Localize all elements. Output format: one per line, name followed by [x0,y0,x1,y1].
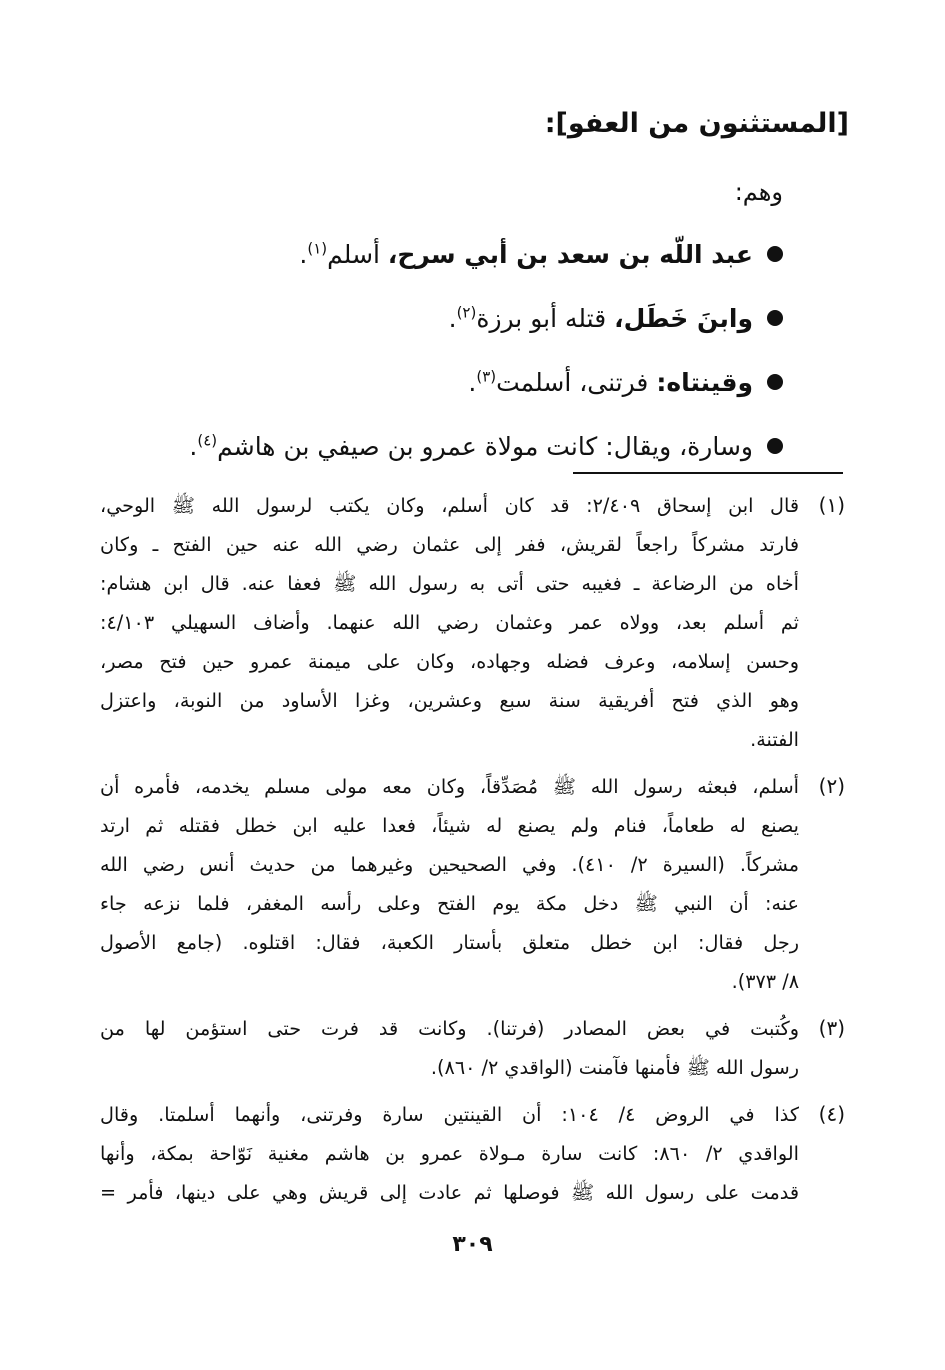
bullet-dot-icon [767,246,783,262]
footnote-line: الفتنة. [750,728,799,751]
footnote-text [100,767,799,1001]
footnote-line: كذا في الروض ٤/ ١٠٤: أن القينتين سارة وفرتنى، وأنهما أسلمتا. وقال [100,1103,799,1126]
list-item [189,286,783,350]
footnote-3 [100,1009,845,1087]
footnote-line: مشركاً. (السيرة ٢/ ٤١٠). وفي الصحيحين وغيرهما من حديث أنس رضي الله [100,853,799,876]
list-item-text [299,240,753,269]
footnote-text [100,1009,799,1087]
item-detail: وسارة، ويقال: كانت مولاة عمرو بن صيفي بن هاشم [217,431,753,461]
footnote-line: وهو الذي فتح أفريقية سنة سبع وعشرين، وغزا الأساود من النوبة، واعتزل [100,689,799,712]
footnote-text [100,486,799,759]
person-name: وقينتاه: [656,367,753,397]
item-detail: فرتنى، أسلمت [496,367,657,397]
intro-text: وهم: [734,178,783,206]
footnote-line: أسلم، فبعثه رسول الله ﷺ مُصَدِّقاً، وكان معه مولى مسلم يخدمه، فأمره أن [100,775,799,798]
list-item [189,222,783,286]
list-item [189,414,783,478]
footnote-number: (٢) [818,774,845,798]
footnote-separator [573,472,843,474]
bullet-dot-icon [767,310,783,326]
footnote-1 [100,486,845,759]
list-item-text [189,432,753,461]
bullet-dot-icon [767,374,783,390]
footnote-4 [100,1095,845,1212]
item-end: . [448,303,457,333]
footnote-line: رسول الله ﷺ فأمنها فآمنت (الواقدي ٢/ ٨٦٠). [430,1056,799,1079]
section-heading: [المستثنون من العفو]: [544,108,849,139]
footnote-line: قال ابن إسحاق ٢/٤٠٩: قد كان أسلم، وكان يكتب لرسول الله ﷺ الوحي، [100,494,799,517]
footnote-line: فارتد مشركاً راجعاً لقريش، ففر إلى عثمان رضي الله عنه حين الفتح ـ وكان [100,533,799,556]
footnote-line: وكُتبت في بعض المصادر (فرتنا). وكانت قد فرت حتى استؤمن لها من [100,1017,799,1040]
item-end: . [468,367,477,397]
exception-list [189,222,783,478]
item-detail: أسلم [327,239,388,269]
footnote-line: رجل فقال: ابن خطل متعلق بأستار الكعبة، فقال: اقتلوه. (جامع الأصول [100,931,799,954]
footnote-number: (٤) [818,1102,845,1126]
footnote-reference[interactable]: (٢) [456,303,477,322]
footnote-2 [100,767,845,1001]
bullet-dot-icon [767,438,783,454]
person-name: وابنَ خَطَل، [614,303,753,333]
footnote-text [100,1095,799,1212]
footnote-line: قدمت على رسول الله ﷺ فوصلها ثم عادت إلى قريش وهي على دينها، فأمر = [100,1181,799,1204]
footnote-reference[interactable]: (٤) [197,431,218,450]
footnote-line: وحسن إسلامه، وعرف فضله وجهاده، وكان على ميمنة عمرو حين فتح مصر، [100,650,799,673]
footnote-line: ثم أسلم بعد، وولاه عمر وعثمان رضي الله عنهما. وأضاف السهيلي ٤/١٠٣: [100,611,799,634]
footnote-reference[interactable]: (٣) [476,367,497,386]
footnote-number: (١) [818,493,845,517]
item-detail: قتله أبو برزة [476,303,615,333]
list-item [189,350,783,414]
footnote-line: ٨/ ٣٧٣). [731,970,799,993]
footnote-line: أخاه من الرضاعة ـ فغيبه حتى أتى به رسول الله ﷺ فعفا عنه. قال ابن هشام: [100,572,799,595]
item-end: . [299,239,308,269]
person-name: عبد اللّه بن سعد بن أبي سرح، [387,239,753,269]
footnote-line: الواقدي ٢/ ٨٦٠: كانت سارة مـولاة عمرو بن هاشم مغنية نَوّاحة بمكة، وأنها [100,1142,799,1165]
item-end: . [189,431,198,461]
footnote-reference[interactable]: (١) [307,239,328,258]
footnote-line: عنه: أن النبي ﷺ دخل مكة يوم الفتح وعلى رأسه المغفر، فلما نزعه جاء [100,892,799,915]
footnotes [100,486,845,1220]
footnote-line: يصنع له طعاماً، فنام ولم يصنع له شيئاً، فعدا عليه ابن خطل فقتله ثم ارتد [100,814,799,837]
page-number: ٣٠٩ [452,1232,493,1257]
list-item-text [449,304,753,333]
list-item-text [468,368,753,397]
footnote-number: (٣) [818,1016,845,1040]
